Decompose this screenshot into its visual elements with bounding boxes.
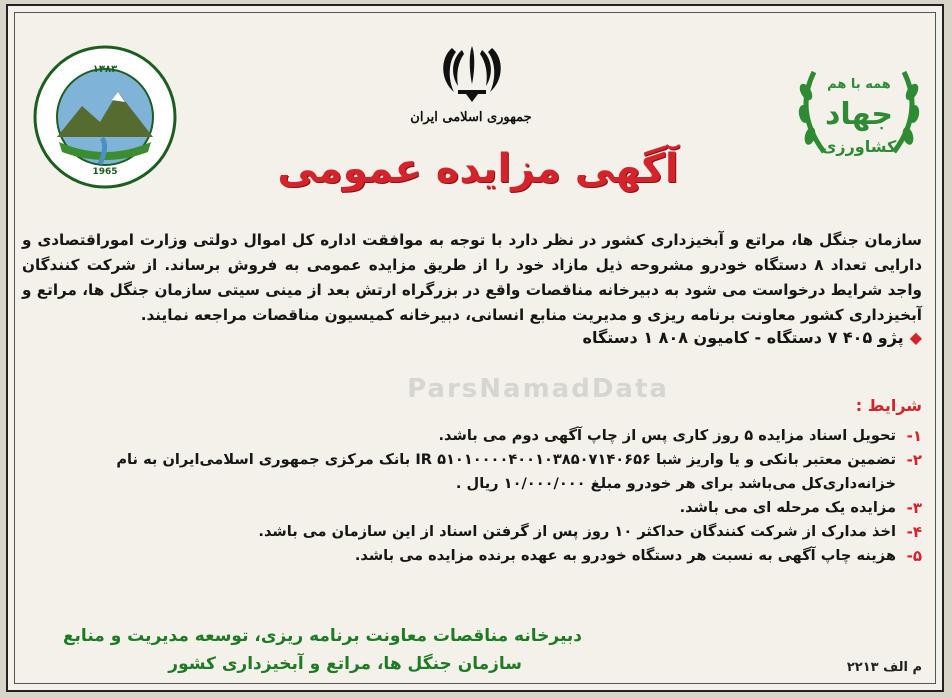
issuer-signature (22, 622, 582, 678)
condition-item (17, 520, 922, 544)
reference-number: م الف ۲۲۱۳ (846, 660, 922, 675)
keshavarzi-word: کشاورزی (821, 137, 897, 156)
condition-number: ۴- (906, 523, 922, 541)
diamond-bullet-icon: ◆ (909, 328, 922, 347)
condition-item (17, 448, 922, 496)
condition-number: ۲- (906, 451, 922, 469)
condition-text: هزینه چاپ آگهی به نسبت هر دستگاه خودرو به عهده برنده مزایده می باشد. (354, 547, 896, 564)
condition-number: ۳- (906, 499, 922, 517)
jahad-slogan: همه با هم (827, 77, 891, 92)
condition-item (17, 496, 922, 520)
forest-logo-year-top: ۱۳۸۳ (92, 64, 118, 75)
conditions-list (17, 424, 922, 568)
issuer-line-2: سازمان جنگل ها، مراتع و آبخیزداری کشور (168, 654, 522, 674)
condition-item (17, 424, 922, 448)
condition-text: اخذ مدارک از شرکت کنندگان حداکثر ۱۰ روز پس از گرفتن اسناد از این سازمان می باشد. (258, 523, 896, 540)
condition-text: مزایده یک مرحله ای می باشد. (679, 499, 896, 516)
condition-text: تحویل اسناد مزایده ۵ روز کاری پس از چاپ آگهی دوم می باشد. (438, 427, 896, 444)
jahad-word: جهاد (824, 97, 894, 132)
emblem-caption: جمهوری اسلامی ایران (410, 110, 532, 125)
issuer-line-1: دبیرخانه مناقصات معاونت برنامه ریزی، توسعه مدیریت و منابع (62, 626, 582, 646)
vehicle-list-text: پژو ۴۰۵ ۷ دستگاه - کامیون ۸۰۸ ۱ دستگاه (582, 328, 904, 347)
watermark: ParsNamadData (407, 374, 669, 404)
headline-title: آگهی مزایده عمومی (277, 146, 679, 192)
forest-organization-logo (30, 42, 180, 192)
iran-emblem-icon (436, 40, 508, 110)
jahad-keshavarzi-logo (784, 32, 934, 182)
condition-text: تضمین معتبر بانکی و یا واریز شبا IR ۵۱۰۱۰۰۰۰۴۰۰۱۰۳۸۵۰۷۱۴۰۶۵۶ بانک مرکزی جمهوری اسلامی‌ایران به نام خزانه‌داری‌کل می‌باشد برای هر خودرو مبلغ ۱۰/۰۰۰/۰۰۰ ریال . (116, 451, 896, 492)
condition-number: ۱- (906, 427, 922, 445)
vehicle-list (22, 328, 922, 347)
condition-item (17, 544, 922, 568)
forest-logo-year-bottom: 1965 (92, 167, 118, 177)
advertisement-sheet (6, 4, 944, 692)
conditions-title: شرایط : (855, 396, 922, 415)
condition-number: ۵- (906, 547, 922, 565)
announcement-paragraph: سازمان جنگل ها، مراتع و آبخیزداری کشور در نظر دارد با توجه به موافقت اداره کل اموال دولتی وزارت اموراقتصادی و دارایی تعداد ۸ دستگاه خودرو مشروحه ذیل مازاد خود را از طریق مزایده عمومی به فروش برساند. از شرکت کنندگان واجد شرایط درخواست می شود به دبیرخانه مناقصات واقع در بزرگراه ارتش بعد از مینی سیتی سازمان جنگل ها، مراتع و آبخیزداری کشور معاونت برنامه ریزی و مدیریت منابع انسانی، دبیرخانه کمیسیون مناقصات مراجعه نمایند. (22, 231, 923, 324)
